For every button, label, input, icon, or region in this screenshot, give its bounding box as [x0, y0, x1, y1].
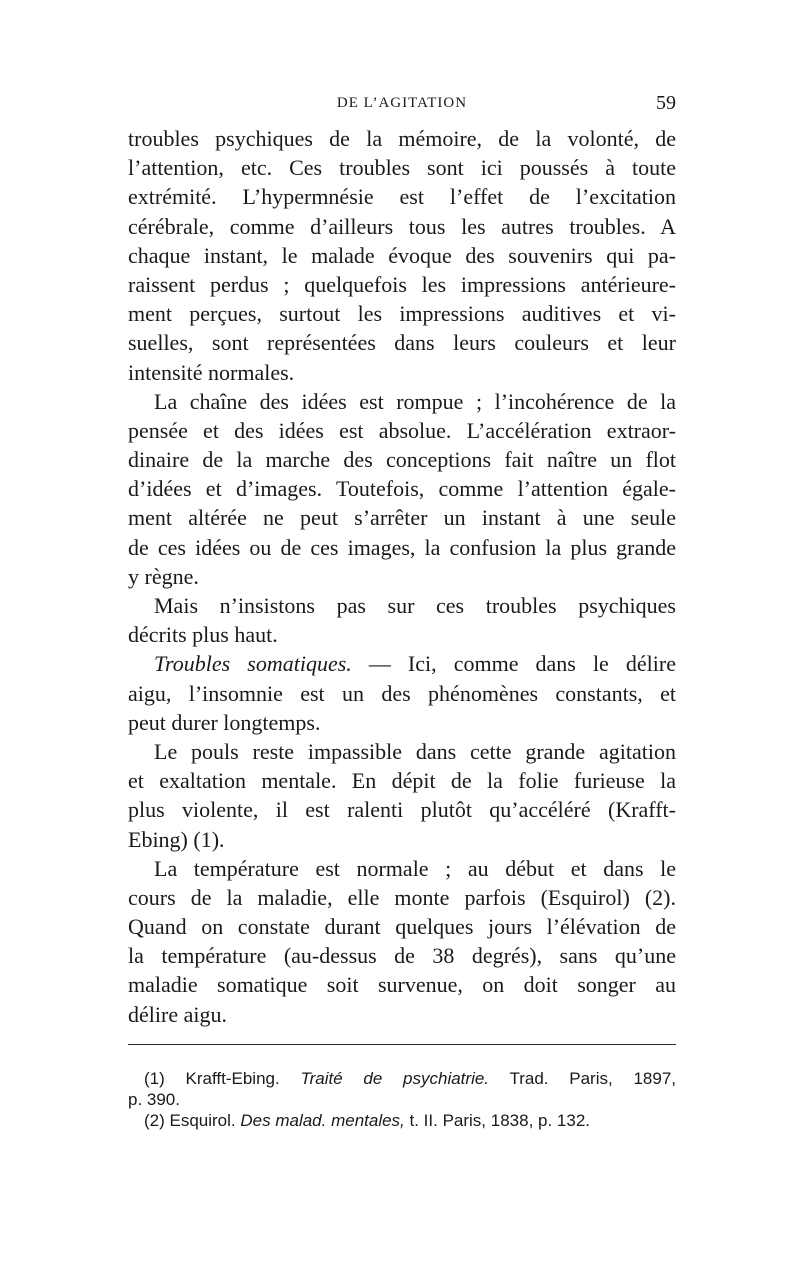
text-line: ment altérée ne peut s’arrêter un instant à une seule — [128, 505, 676, 531]
text-line: ment perçues, surtout les impressions auditives et vi- — [128, 301, 676, 327]
text-line: aigu, l’insomnie est un des phénomènes constants, et — [128, 680, 676, 706]
section-line — [128, 649, 676, 678]
running-title: DE L’AGITATION — [336, 95, 468, 111]
text-line: La chaîne des idées est rompue ; l’incohérence de la — [154, 388, 676, 414]
text-line: maladie somatique soit survenue, on doit songer au — [128, 972, 676, 998]
footnotes — [128, 1068, 676, 1131]
text-line: raissent perdus ; quelquefois les impressions antérieure- — [128, 271, 676, 297]
text-line: d’idées et d’images. Toutefois, comme l’attention égale- — [128, 476, 676, 502]
footnote-1-author: (1) Krafft-Ebing. — [144, 1069, 301, 1088]
text-line: dinaire de la marche des conceptions fait naître un flot — [128, 447, 676, 473]
text-line: la température (au-dessus de 38 degrés), sans qu’une — [128, 943, 676, 969]
text-line: Le pouls reste impassible dans cette grande agitation — [154, 738, 676, 764]
footnote-rule — [128, 1044, 676, 1045]
text-line: cérébrale, comme d’ailleurs tous les autres troubles. A — [128, 213, 676, 239]
text-line: et exaltation mentale. En dépit de la folie furieuse la — [128, 768, 676, 794]
running-head — [128, 92, 676, 118]
page-number: 59 — [656, 92, 676, 114]
section-heading: Troubles somatiques. — [154, 651, 352, 677]
text-line: — Ici, comme dans le délire — [368, 651, 676, 677]
text-line: extrémité. L’hypermnésie est l’effet de l’excitation — [128, 184, 676, 210]
text-line: chaque instant, le malade évoque des souvenirs qui pa- — [128, 242, 676, 268]
text-line: La température est normale ; au début et dans le — [154, 855, 676, 881]
text-line: peut durer longtemps. — [128, 709, 321, 735]
text-line: y règne. — [128, 563, 199, 589]
footnote-2 — [128, 1110, 676, 1131]
text-line: pensée et des idées est absolue. L’accélération extraor- — [128, 417, 676, 443]
text-line: de ces idées ou de ces images, la confusion la plus grande — [128, 534, 676, 560]
footnote-2-title: Des malad. mentales, — [240, 1111, 405, 1130]
text-line: l’attention, etc. Ces troubles sont ici poussés à toute — [128, 155, 676, 181]
text-line: Ebing) (1). — [128, 826, 225, 852]
text-line: suelles, sont représentées dans leurs couleurs et leur — [128, 330, 676, 356]
footnote-1-title: Traité de psychiatrie. — [300, 1069, 490, 1088]
text-line: Mais n’insistons pas sur ces troubles psychiques — [154, 593, 676, 618]
footnote-1 — [128, 1068, 676, 1089]
text-line: décrits plus haut. — [128, 622, 278, 648]
footnote-1-details: Trad. Paris, 1897, — [489, 1069, 677, 1088]
text-line: troubles psychiques de la mémoire, de la volonté, de — [128, 126, 676, 151]
body-text — [128, 124, 676, 1029]
text-line: plus violente, il est ralenti plutôt qu’accéléré (Krafft- — [128, 797, 676, 823]
text-line: intensité normales. — [128, 359, 295, 385]
text-line: cours de la maladie, elle monte parfois (Esquirol) (2). — [128, 884, 676, 910]
footnote-1-continuation: p. 390. — [128, 1090, 180, 1109]
text-line: délire aigu. — [128, 1001, 227, 1027]
text-line: Quand on constate durant quelques jours l’élévation de — [128, 914, 676, 940]
footnote-2-author: (2) Esquirol. — [144, 1111, 241, 1130]
footnote-2-details: t. II. Paris, 1838, p. 132. — [404, 1111, 590, 1130]
